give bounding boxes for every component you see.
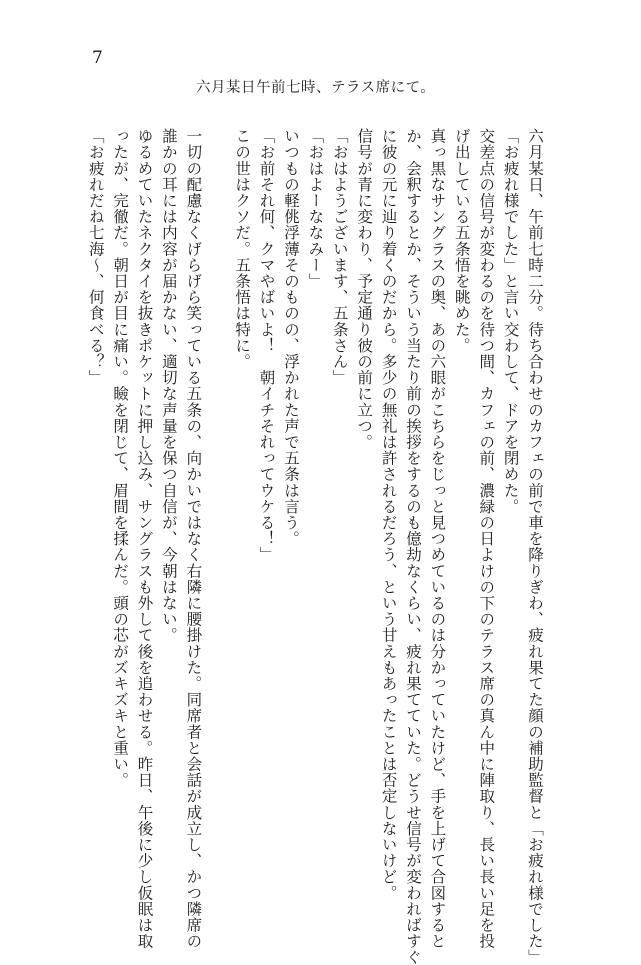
text-line: に彼の元に辿り着くのだから。多少の無礼は許されるだろう、という甘えもあったことは否定しないけど。	[379, 128, 398, 901]
text-line: 「お疲れ様でした」と言い交わして、ドアを閉めた。	[501, 128, 520, 515]
text-line: ゆるめていたネクタイを抜きポケットに押し込み、サングラスも外して後を追わせる。昨日、午後に少し仮眠は取	[135, 128, 154, 950]
text-line: 交差点の信号が変わるのを待つ間、カフェの前、濃緑の日よけの下のテラス席の真ん中に陣取り、長い長い足を投	[477, 128, 496, 950]
text-line: 真っ黒なサングラスの奥、あの六眼がこちらをじっと見つめているのは分かっていたけど、手を上げて合図すると	[428, 128, 447, 950]
text-line: 「お前それ何、クマやばいよ！ 朝イチそれってウケる！」	[257, 128, 276, 563]
text-line: ったが、完徹だ。朝日が目に痛い。瞼を閉じて、眉間を揉んだ。頭の芯がズキズキと重い。	[111, 128, 130, 789]
page-number: 7	[92, 48, 103, 68]
chapter-title: 六月某日午前七時、テラス席にて。	[196, 80, 436, 96]
text-line: 六月某日、午前七時二分。待ち合わせのカフェの前で車を降りぎわ、疲れ果てた顔の補助監督と「お疲れ様でした」	[526, 128, 544, 965]
text-line: 「お疲れだね七海〜、何食べる？」	[86, 128, 105, 386]
text-line: げ出している五条悟を眺めた。	[452, 128, 471, 354]
blank-line	[205, 128, 229, 828]
text-line: か、会釈するとか、そういう当たり前の挨拶をするのも億劫なくらい、疲れ果てていた。どうせ信号が変わればすぐ	[403, 128, 422, 965]
body-text	[83, 128, 547, 965]
text-line: 誰かの耳には内容が届かない、適切な声量を保つ自信が、今朝はない。	[159, 128, 178, 644]
text-line: 一切の配慮なくげらげら笑っている五条の、向かいではなく右隣に腰掛けた。同席者と会話が成立し、かつ隣席の	[184, 128, 203, 950]
text-line: 信号が青に変わり、予定通り彼の前に立つ。	[355, 128, 374, 450]
text-line: いつもの軽佻浮薄そのものの、浮かれた声で五条は言う。	[281, 128, 300, 547]
text-line: 「おはよーななみー」	[306, 128, 325, 289]
text-line: この世はクソだ。五条悟は特に。	[233, 128, 252, 370]
text-line: 「おはようございます、五条さん」	[330, 128, 349, 386]
